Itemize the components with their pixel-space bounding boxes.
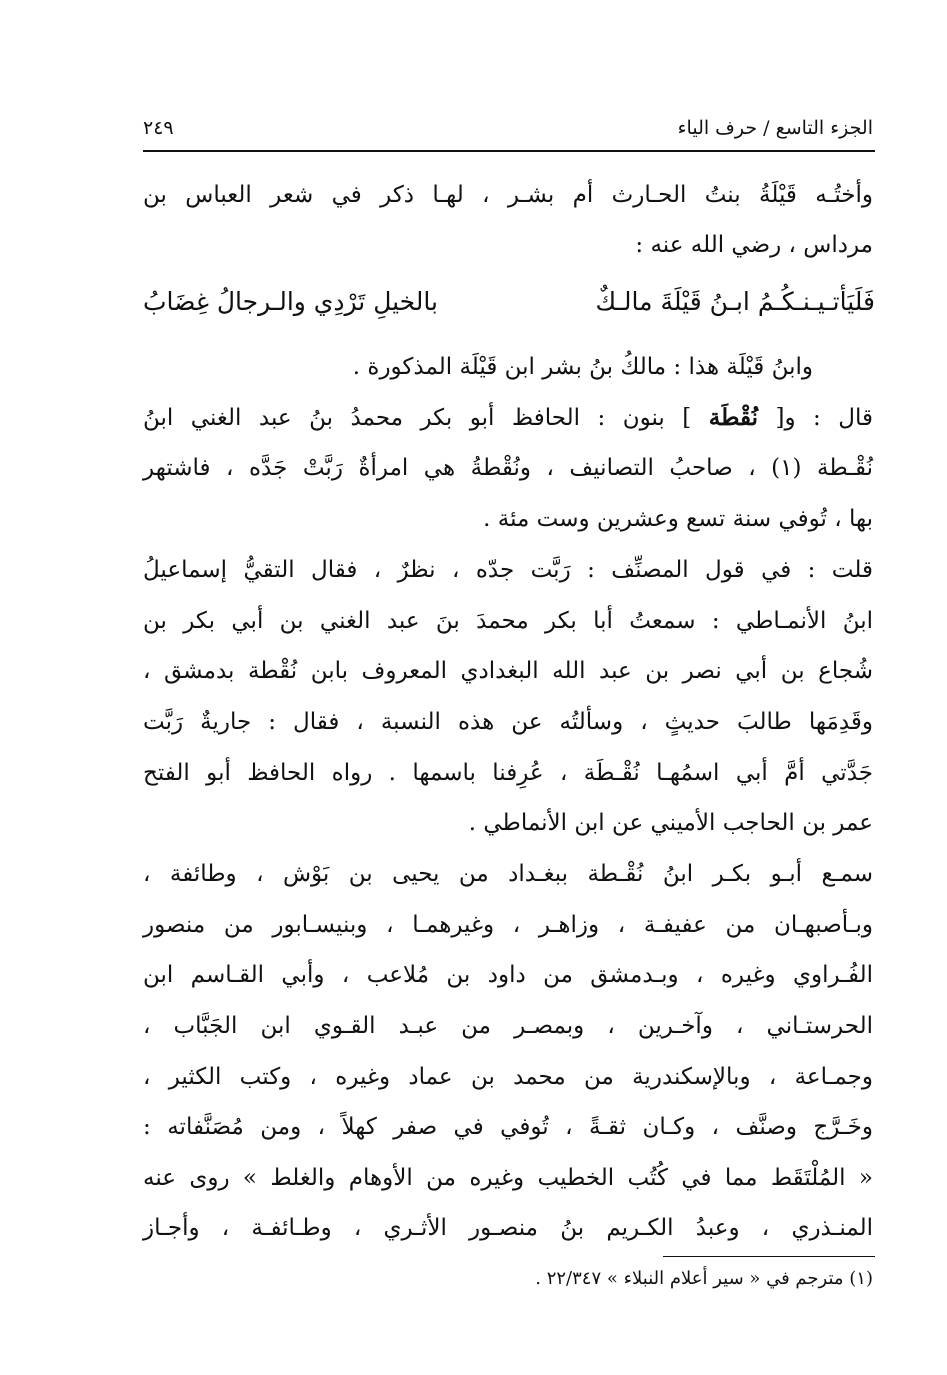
poetry-verse	[143, 282, 875, 324]
verse-hemistich-2: بالخيلِ تَرْدِي والـرجالُ غِضَابُ	[143, 287, 438, 316]
text-line: وابنُ قَيْلَة هذا : مالكُ بنُ بشر ابن قَيْلَة المذكورة .	[352, 354, 813, 380]
text-line: شُجاع بن أبي نصر بن عبد الله البغدادي المعروف بابن نُقْطة بدمشق ،	[143, 658, 873, 684]
text-line: سمـع أبـو بكـر ابنُ نُقْـطة ببغـداد من يحيى بن بَوْش ، وطائفة ،	[143, 861, 873, 887]
text-line: وقَدِمَها طالبَ حديثٍ ، وسألتُه عن هذه النسبة ، فقال : جاريةٌ رَبَّت	[143, 709, 873, 735]
text-line: الحرستـاني ، وآخـرين ، وبمصـر من عبـد القـوي ابن الجَبَّاب ،	[143, 1013, 873, 1039]
text-line: المنـذري ، وعبدُ الكـريم بنُ منصـور الأثـري ، وطـائفـة ، وأجـاز	[143, 1215, 873, 1241]
text-line: بها ، تُوفي سنة تسع وعشرين وست مئة .	[483, 506, 873, 532]
text-line: وبـأصبهـان من عفيفـة ، وزاهـر ، وغيرهمـا ، وبنيسـابور من منصور	[143, 912, 873, 938]
text-line: قلت : في قول المصنِّف : رَبَّت جدّه ، نظرٌ ، فقال التقيُّ إسماعيلُ	[143, 557, 874, 583]
entry-heading: نُقْطَة	[708, 404, 758, 431]
text-line: مرداس ، رضي الله عنه :	[635, 232, 873, 258]
text-line: جَدَّتي أمَّ أبي اسمُهـا نُقْـطَة ، عُرِفنا باسمها . رواه الحافظ أبو الفتح	[143, 760, 873, 786]
verse-hemistich-1: فَلَيَأتـيـنـكُـمُ ابـنُ قَيْلَةَ مالـكٌ	[595, 287, 875, 316]
footnote: (١) مترجم في « سير أعلام النبلاء » ٢٢/٣٤٧ .	[535, 1268, 873, 1289]
text-line: « المُلْتَقَط مما في كُتُب الخطيب وغيره من الأوهام والغلط » روى عنه	[143, 1165, 873, 1191]
text-line: نُقْـطة (١) ، صاحبُ التصانيف ، ونُقْطةُ هي امرأةٌ رَبَّتْ جَدَّه ، فاشتهر	[143, 455, 873, 481]
entry-heading-line	[143, 398, 873, 440]
running-title: الجزء التاسع / حرف الياء	[677, 117, 873, 139]
text-line: ابنُ الأنمـاطي : سمعتُ أبا بكر محمدَ بنَ عبد الغني بن أبي بكر بن	[143, 608, 873, 634]
text-line: الفُـراوي وغيره ، وبـدمشق من داود بن مُلاعب ، وأبي القـاسم ابن	[143, 962, 873, 988]
text-line: وجمـاعة ، وبالإسكندرية من محمد بن عماد وغيره ، وكتب الكثير ،	[143, 1064, 873, 1090]
text-line: عمر بن الحاجب الأميني عن ابن الأنماطي .	[468, 810, 873, 836]
header-rule	[143, 150, 875, 152]
entry-rest: ] بنون : الحافظ أبو بكر محمدُ بنُ عبد الغني ابنُ	[143, 405, 692, 431]
entry-prefix: قال : و[	[775, 405, 873, 431]
page-number: ٢٤٩	[143, 117, 174, 139]
text-line: وخَـرَّج وصنَّف ، وكـان ثقـةً ، تُوفي في صفر كهلاً ، ومن مُصَنَّفاته :	[143, 1114, 873, 1140]
footnote-rule	[663, 1256, 875, 1257]
text-line: وأختُـه قَيْلَةُ بنتُ الحـارث أم بشـر ، لهـا ذكر في شعر العباس بن	[143, 182, 873, 208]
page-header	[143, 108, 873, 148]
